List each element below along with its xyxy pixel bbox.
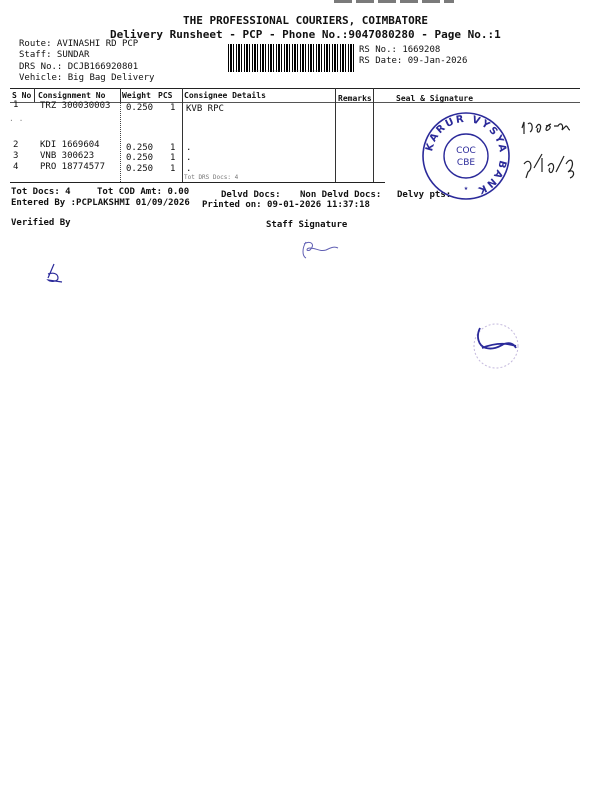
row-consignment: PRO 18774577 [40, 162, 106, 172]
row-consignment: KDI 1669604 [40, 140, 100, 150]
verified-signature-mark [44, 262, 64, 284]
route-label: Route: AVINASHI RD PCP [19, 39, 139, 49]
col-sep [120, 88, 121, 102]
svg-text:KARUR VYSYA BANK: KARUR VYSYA BANK [424, 113, 509, 197]
col-header-remarks: Remarks [338, 94, 372, 103]
rs-date: RS Date: 09-Jan-2026 [359, 56, 468, 66]
total-cod: Tot COD Amt: 0.00 [97, 187, 190, 197]
col-header-sno: S No [12, 91, 32, 100]
verified-by-label: Verified By [11, 218, 71, 228]
barcode [228, 44, 356, 72]
row-pcs: 1 [170, 143, 176, 153]
row-details: . [186, 153, 192, 163]
runsheet-title: Delivery Runsheet - PCP - Phone No.:9047080280 - Page No.:1 [110, 28, 501, 41]
row-details: . [186, 143, 192, 153]
total-docs: Tot Docs: 4 [11, 187, 71, 197]
row-weight: 0.250 [126, 164, 154, 174]
faint-seal-signature [460, 318, 530, 370]
rs-number: RS No.: 1669208 [359, 45, 441, 55]
row-pcs: 1 [170, 164, 176, 174]
col-sep [182, 88, 183, 182]
table-top-rule [10, 88, 580, 89]
non-delivered-docs: Non Delvd Docs: [300, 190, 382, 200]
delivery-points: Delvy pts: [397, 190, 452, 200]
drs-number: DRS No.: DCJB166920801 [19, 62, 139, 72]
delivered-docs: Delvd Docs: [221, 190, 281, 200]
staff-label: Staff: SUNDAR [19, 50, 90, 60]
col-header-consignee: Consignee Details [184, 91, 266, 100]
row-weight: 0.250 [126, 143, 154, 153]
col-header-pcs: PCS [158, 91, 173, 100]
table-bottom-rule [10, 182, 385, 183]
row-pcs: 1 [170, 103, 176, 113]
printed-on: Printed on: 09-01-2026 11:37:18 [202, 200, 370, 210]
col-sep [335, 88, 336, 182]
row-sno: 1 [13, 100, 19, 110]
row-pcs: 1 [170, 153, 176, 163]
col-sep [34, 88, 35, 102]
bank-seal-stamp [418, 110, 528, 200]
row-details: . [186, 164, 192, 174]
staff-signature-mark [300, 238, 344, 260]
row-consignment: VNB 300623 [40, 151, 95, 161]
row-sno: 2 [13, 140, 19, 150]
entered-by: Entered By :PCPLAKSHMI 01/09/2026 [11, 198, 190, 208]
col-header-seal: Seal & Signature [396, 94, 474, 103]
row-sno: 4 [13, 162, 19, 172]
left-edge-mark: · · [9, 116, 24, 125]
col-header-consignment: Consignment No [38, 91, 106, 100]
row-weight: 0.250 [126, 153, 154, 163]
row-consignment: TRZ 300030003 [40, 101, 111, 111]
row-details: KVB RPC [186, 104, 224, 114]
col-header-weight: Weight [122, 91, 151, 100]
vehicle-label: Vehicle: Big Bag Delivery [19, 73, 155, 83]
row-weight: 0.250 [126, 103, 154, 113]
staff-signature-label: Staff Signature [266, 220, 348, 230]
svg-text:CBE: CBE [456, 158, 476, 168]
svg-text:COC: COC [456, 146, 476, 156]
company-title: THE PROFESSIONAL COURIERS, COIMBATORE [183, 14, 429, 27]
row-sno: 3 [13, 151, 19, 161]
scan-artifact [334, 0, 454, 3]
col-sep [373, 88, 374, 182]
col-sep-dotted [120, 102, 121, 182]
faint-note: Tot DRS Docs: 4 [184, 174, 239, 181]
svg-text:★: ★ [463, 184, 469, 192]
handwritten-time-date [520, 116, 586, 184]
